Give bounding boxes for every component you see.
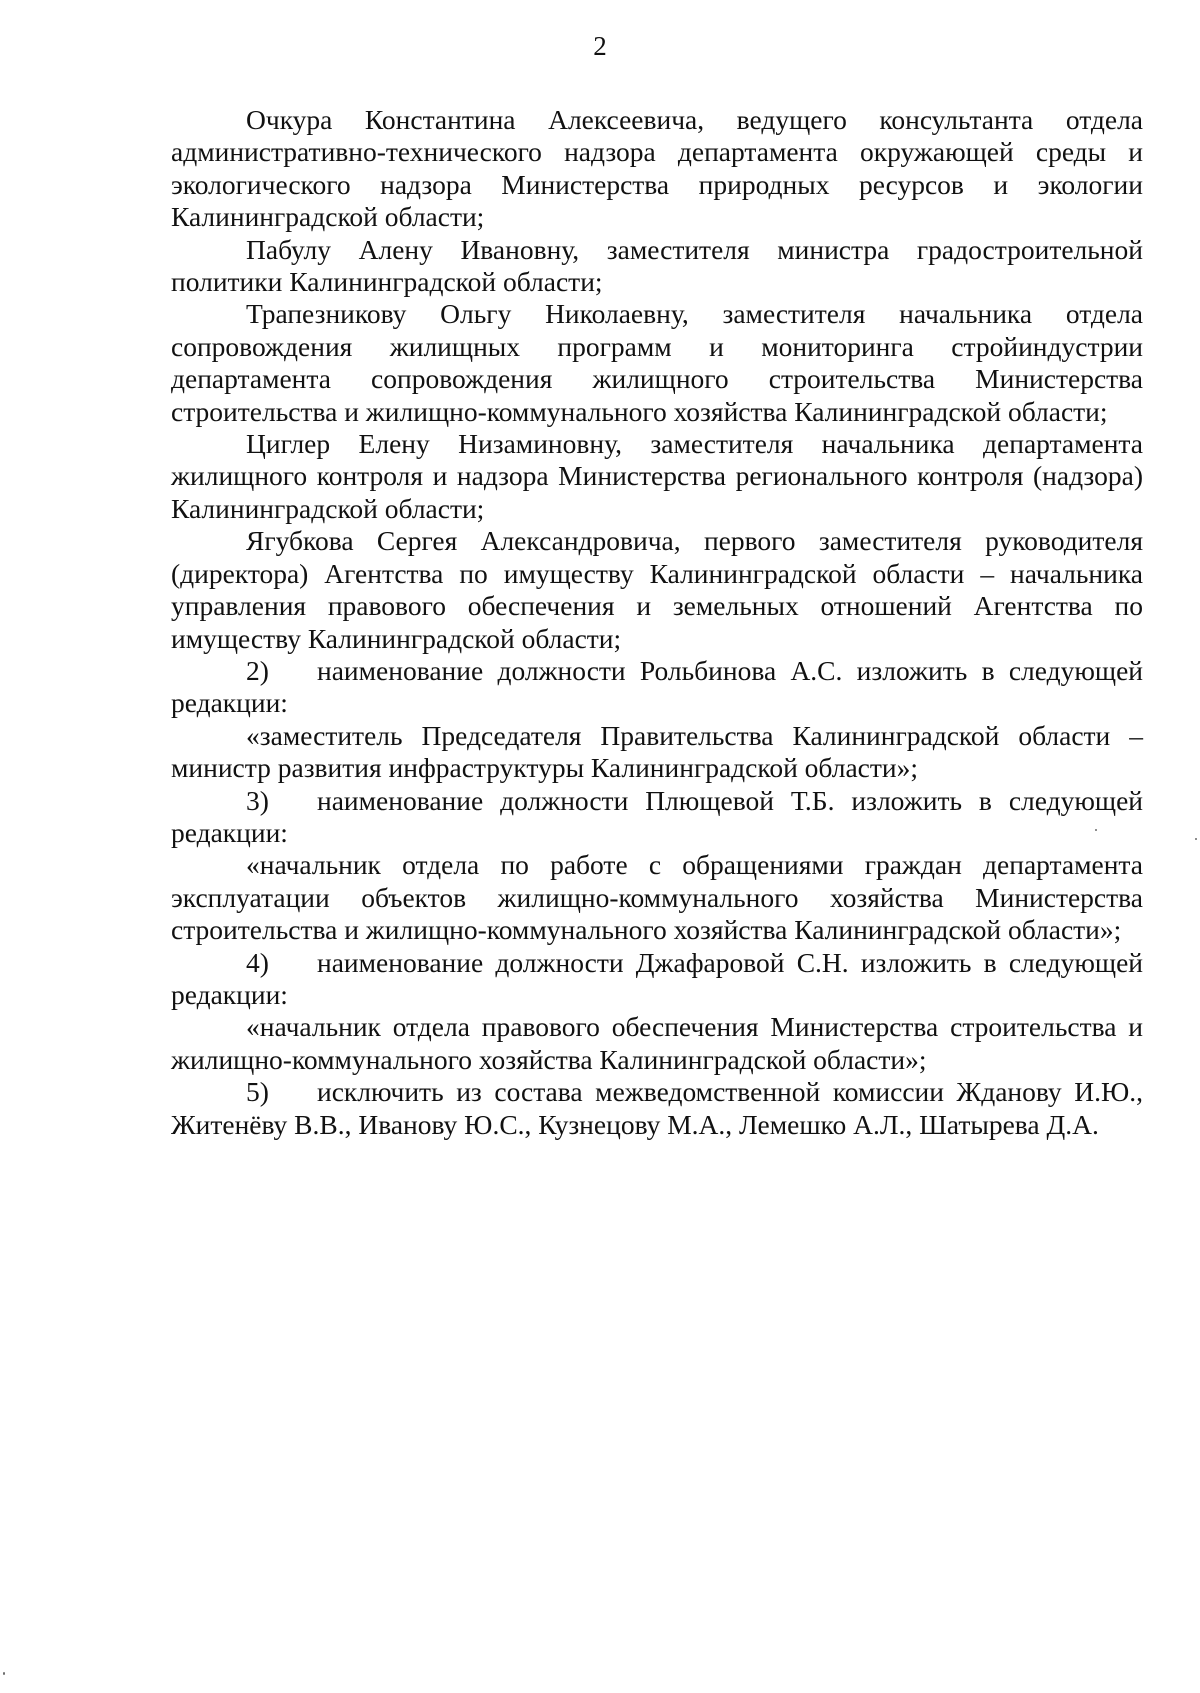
- amendment-item-4: [171, 947, 1143, 1012]
- document-body: [171, 104, 1143, 1141]
- item-text: исключить из состава межведомственной комиссии Жданову И.Ю., Житенёву В.В., Иванову Ю.С., Кузнецову М.А., Лемешко А.Л., Шатырева Д.А.: [171, 1076, 1143, 1140]
- item-text: наименование должности Рольбинова А.С. изложить в следующей редакции:: [171, 654, 1143, 719]
- item-number: 2): [246, 654, 269, 686]
- amendment-item-3: [171, 785, 1143, 850]
- item-number: 3): [246, 784, 269, 816]
- amendment-item-2: [171, 655, 1143, 720]
- item-number: 4): [246, 946, 269, 978]
- member-paragraph: Очкура Константина Алексеевича, ведущего консультанта отдела административно-технического надзора департамента окружающей среды и экологического надзора Министерства природных ресурсов и экологии Калининградской области;: [171, 104, 1143, 233]
- page-number: 2: [593, 31, 607, 61]
- amendment-quote: «заместитель Председателя Правительства Калининградской области – министр развития инфраструктуры Калининградской области»;: [171, 719, 1143, 784]
- amendment-quote: «начальник отдела правового обеспечения Министерства строительства и жилищно-коммунального хозяйства Калининградской области»;: [171, 1011, 1143, 1075]
- amendment-item-5: [171, 1076, 1143, 1141]
- member-paragraph: Пабулу Алену Ивановну, заместителя министра градостроительной политики Калининградской области;: [171, 233, 1143, 298]
- scan-speck: [1195, 838, 1197, 840]
- member-paragraph: Циглер Елену Низаминовну, заместителя начальника департамента жилищного контроля и надзора Министерства регионального контроля (надзора) Калининградской области;: [171, 428, 1143, 524]
- item-text: наименование должности Джафаровой С.Н. изложить в следующей редакции:: [171, 946, 1143, 1010]
- scan-speck: [1095, 829, 1097, 831]
- member-paragraph: Трапезникову Ольгу Николаевну, заместителя начальника отдела сопровождения жилищных программ и мониторинга стройиндустрии департамента сопровождения жилищного строительства Министерства строительства и жилищно-коммунального хозяйства Калининградской области;: [171, 298, 1143, 427]
- item-text: наименование должности Плющевой Т.Б. изложить в следующей редакции:: [171, 784, 1143, 848]
- scan-speck: [3, 1672, 5, 1675]
- member-paragraph: Ягубкова Сергея Александровича, первого заместителя руководителя (директора) Агентства по имуществу Калининградской области – начальника управления правового обеспечения и земельных отношений Агентства по имуществу Калининградской области;: [171, 525, 1143, 654]
- item-number: 5): [246, 1076, 269, 1108]
- amendment-quote: «начальник отдела по работе с обращениями граждан департамента эксплуатации объектов жилищно-коммунального хозяйства Министерства строительства и жилищно-коммунального хозяйства Калининградской области»;: [171, 849, 1143, 946]
